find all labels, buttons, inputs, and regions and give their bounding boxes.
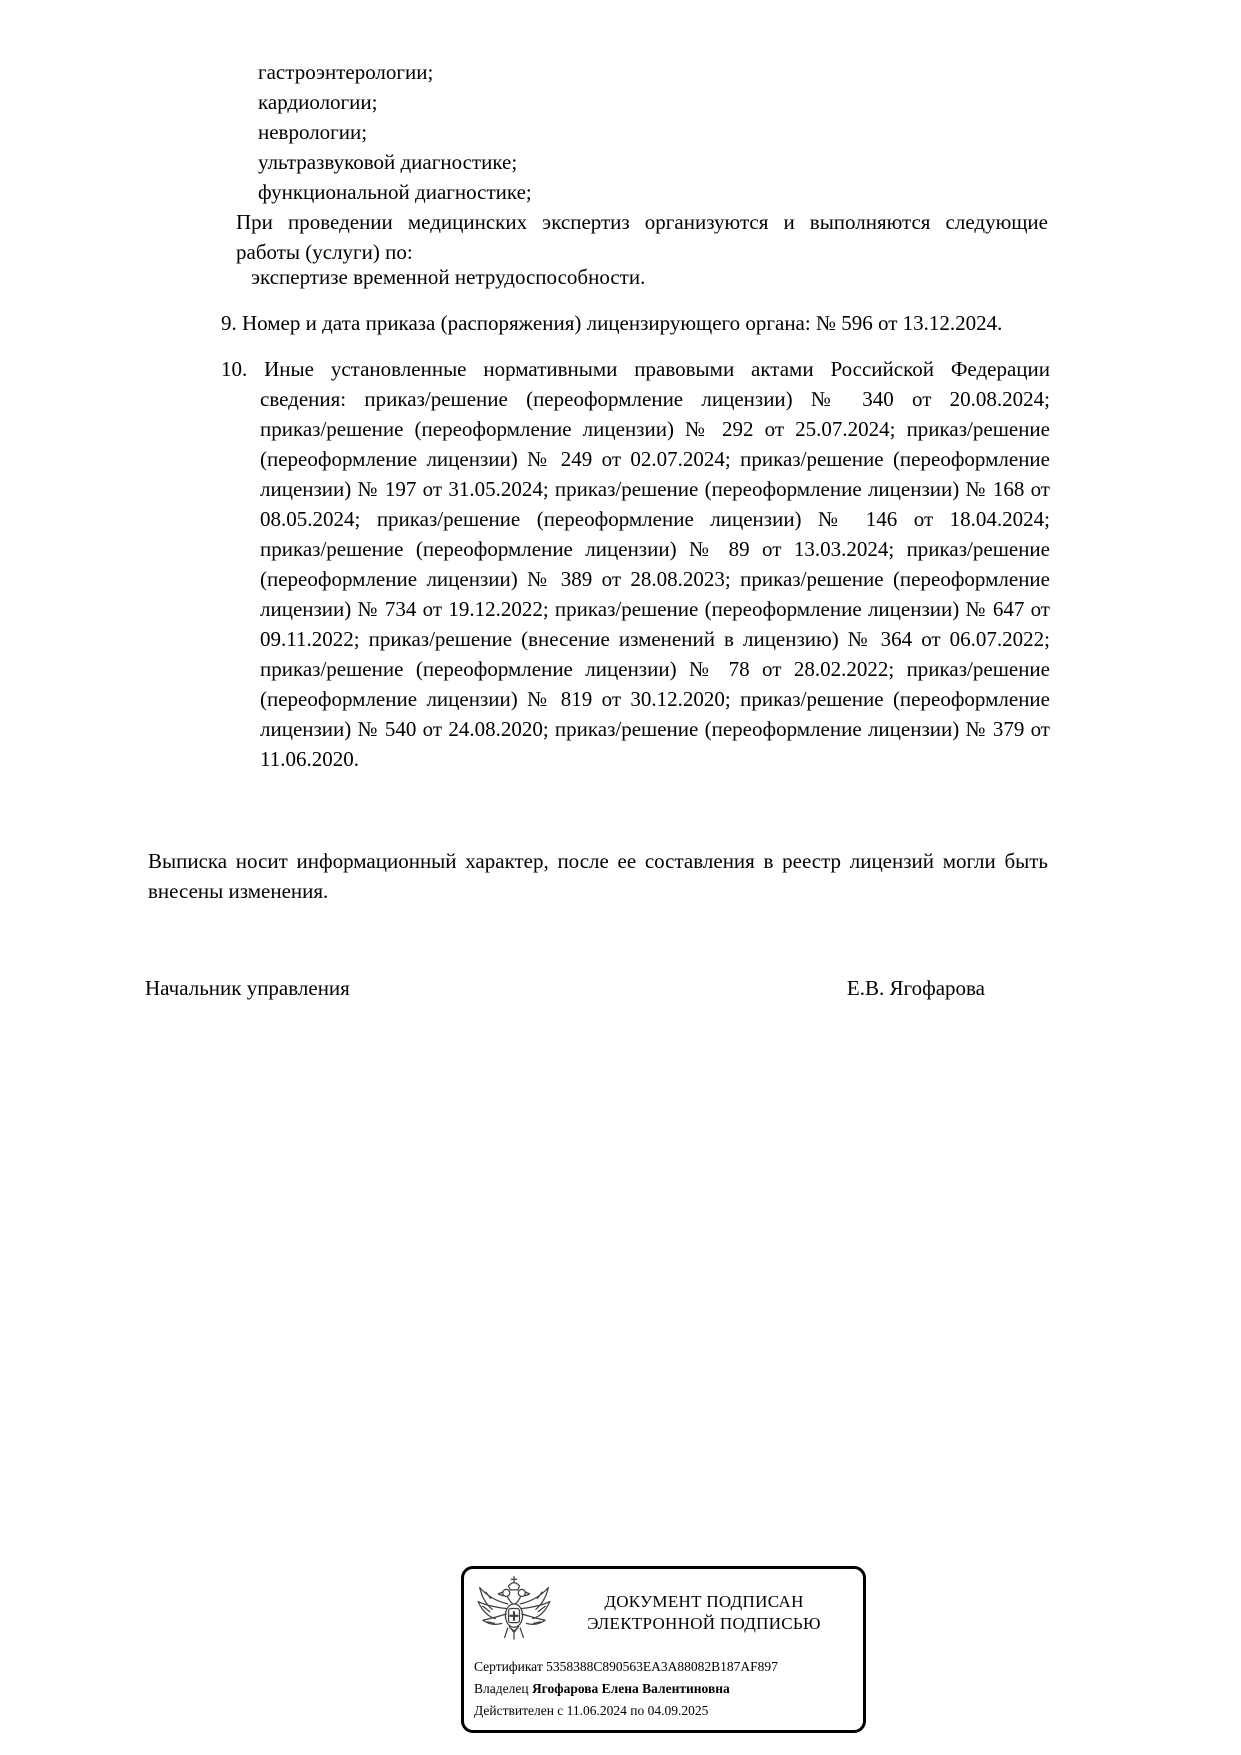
owner-line: [474, 1678, 855, 1700]
stamp-title-line2: ЭЛЕКТРОННОЙ ПОДПИСЬЮ: [587, 1614, 821, 1633]
text-line: приказ/решение (переоформление лицензии) № 78 от 28.02.2022; приказ/решение: [260, 657, 1050, 681]
owner-value: Ягофарова Елена Валентиновна: [531, 1681, 730, 1696]
text-line: Выписка носит информационный характер, после ее составления в реестр лицензий могли быть: [148, 849, 1048, 873]
text-line: сведения: приказ/решение (переоформление лицензии) № 340 от 20.08.2024;: [260, 387, 1050, 411]
stamp-title-line1: ДОКУМЕНТ ПОДПИСАН: [604, 1592, 804, 1611]
clause-10-other-orders: [221, 354, 1050, 774]
stamp-title: [553, 1574, 855, 1635]
certificate-value: 5358388C890563EA3A88082B187AF897: [546, 1659, 778, 1674]
text-line: (переоформление лицензии) № 819 от 30.12.2020; приказ/решение (переоформление: [260, 687, 1050, 711]
text-line: работы (услуги) по:: [236, 240, 413, 264]
text-line: (переоформление лицензии) № 249 от 02.07.2024; приказ/решение (переоформление: [260, 447, 1050, 471]
validity-line: Действителен с 11.06.2024 по 04.09.2025: [474, 1703, 709, 1718]
stamp-header: [472, 1574, 855, 1654]
signature-row: [145, 973, 985, 1003]
text-line: неврологии;: [258, 120, 368, 144]
clause-9-order-number: 9. Номер и дата приказа (распоряжения) лицензирующего органа: № 596 от 13.12.2024.: [221, 311, 1003, 335]
text-line: 08.05.2024; приказ/решение (переоформление лицензии) № 146 от 18.04.2024;: [260, 507, 1050, 531]
stamp-details: [472, 1656, 855, 1722]
owner-label: Владелец: [474, 1681, 529, 1696]
text-line: 09.11.2022; приказ/решение (внесение изменений в лицензию) № 364 от 06.07.2022;: [260, 627, 1050, 651]
text-line: приказ/решение (переоформление лицензии) № 292 от 25.07.2024; приказ/решение: [260, 417, 1050, 441]
informational-note: [148, 846, 1048, 906]
certificate-line: [474, 1656, 855, 1678]
text-line: (переоформление лицензии) № 389 от 28.08.2023; приказ/решение (переоформление: [260, 567, 1050, 591]
text-line: При проведении медицинских экспертиз организуются и выполняются следующие: [236, 210, 1048, 234]
signatory-title: Начальник управления: [145, 976, 350, 1000]
text-line: ультразвуковой диагностике;: [258, 150, 518, 174]
text-line: гастроэнтерологии;: [258, 60, 434, 84]
digital-signature-stamp: [461, 1566, 866, 1733]
text-line: внесены изменения.: [148, 879, 329, 903]
specialties-list: [258, 57, 532, 207]
expertise-list-item: экспертизе временной нетрудоспособности.: [251, 265, 646, 289]
text-line: лицензии) № 734 от 19.12.2022; приказ/решение (переоформление лицензии) № 647 от: [260, 597, 1050, 621]
text-line: кардиологии;: [258, 90, 378, 114]
text-line: лицензии) № 197 от 31.05.2024; приказ/решение (переоформление лицензии) № 168 от: [260, 477, 1050, 501]
text-line: приказ/решение (переоформление лицензии) № 89 от 13.03.2024; приказ/решение: [260, 537, 1050, 561]
signatory-name: Е.В. Ягофарова: [846, 976, 985, 1000]
double-headed-eagle-emblem-icon: [475, 1574, 553, 1654]
certificate-label: Сертификат: [474, 1659, 543, 1674]
expertise-paragraph: [236, 207, 1048, 267]
text-line: 10. Иные установленные нормативными правовыми актами Российской Федерации: [221, 357, 1050, 381]
text-line: 11.06.2020.: [260, 747, 359, 771]
text-line: лицензии) № 540 от 24.08.2020; приказ/решение (переоформление лицензии) № 379 от: [260, 717, 1050, 741]
text-line: функциональной диагностике;: [258, 180, 532, 204]
